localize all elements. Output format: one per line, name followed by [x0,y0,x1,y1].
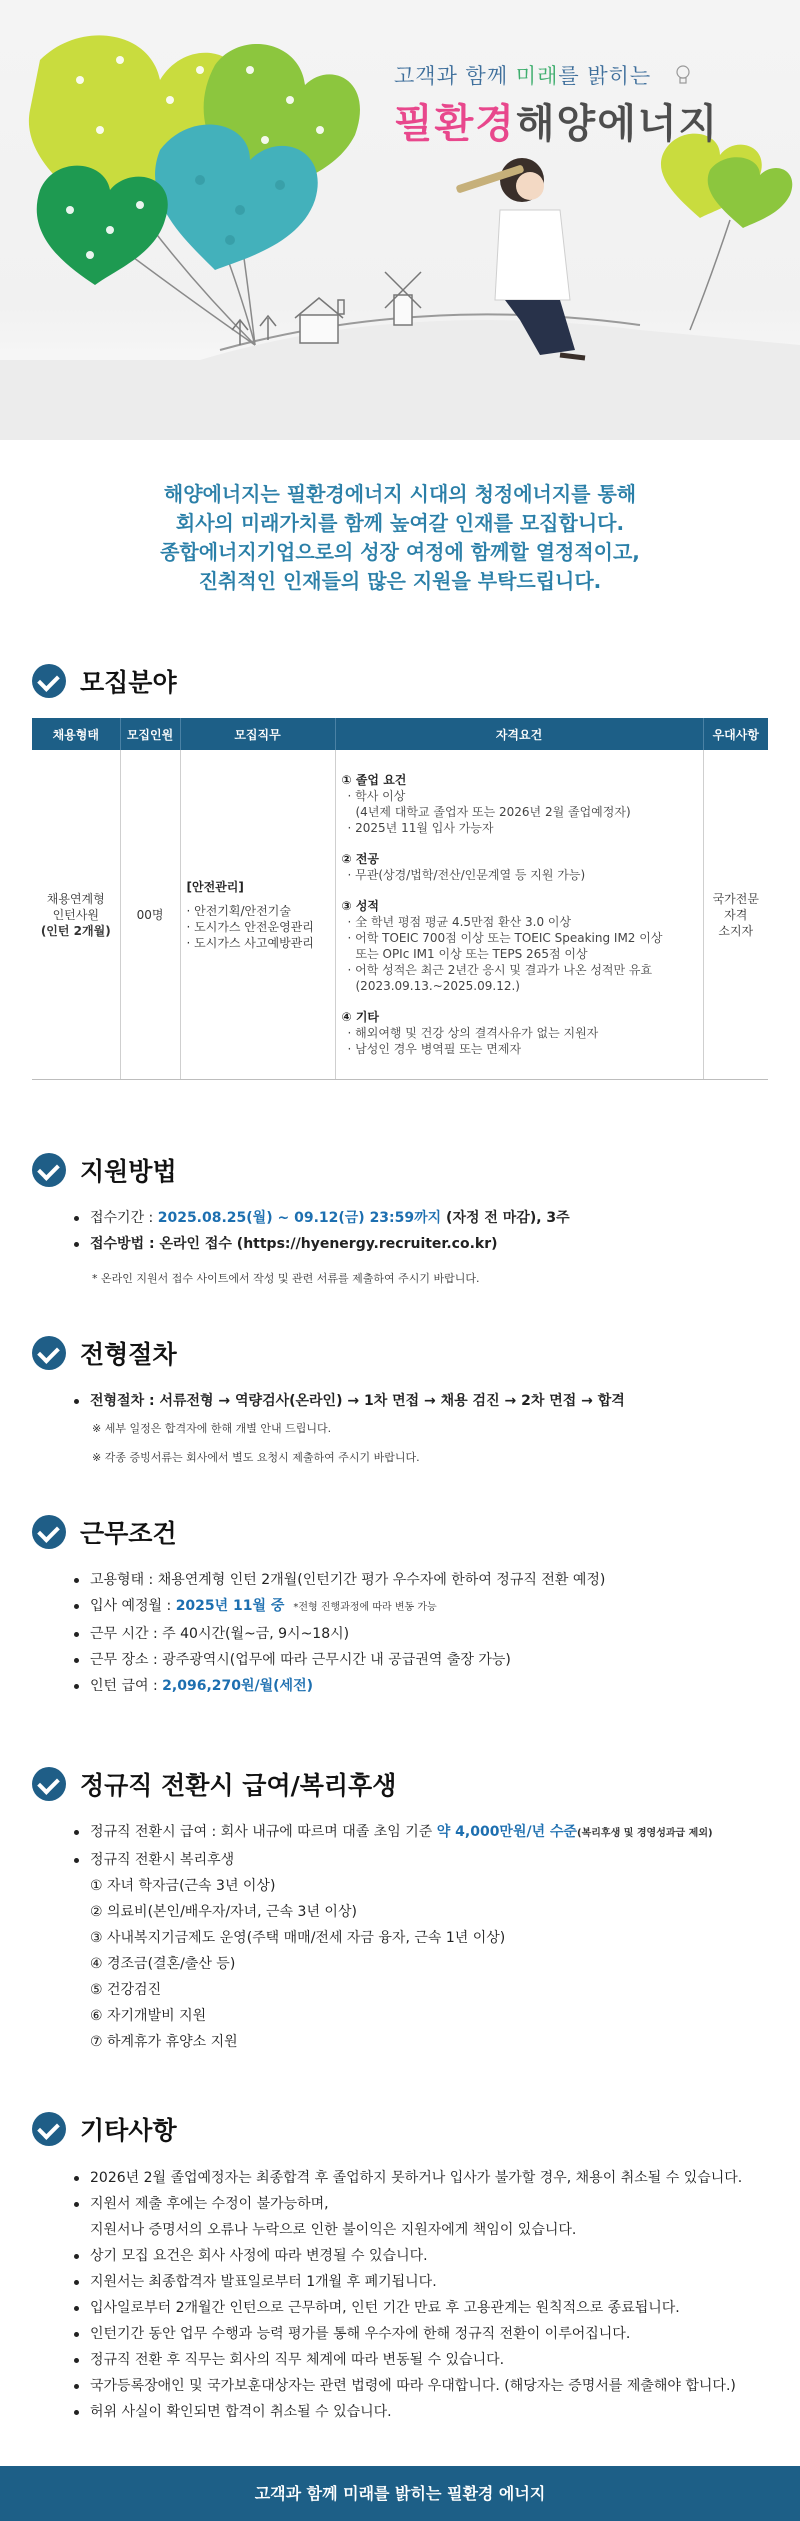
check-circle-icon [32,1515,66,1549]
intro-text [0,480,800,596]
welfare-item: ④ 경조금(결혼/출산 등) [90,1956,236,1972]
process-note: ※ 세부 일정은 합격자에 한해 개별 안내 드립니다. [92,1422,332,1435]
hero-banner [0,0,800,440]
section-field-heading [32,663,177,699]
lightbulb-icon [677,66,689,78]
welfare-item: ② 의료비(본인/배우자/자녀, 근속 3년 이상) [90,1904,357,1920]
list-item: 국가등록장애인 및 국가보훈대상자는 관련 법령에 따라 우대합니다. (해당자는 증명서를 제출해야 합니다.) [72,2373,792,2399]
qualification-cell [335,750,703,1080]
process-note: ※ 각종 증빙서류는 회사에서 별도 요청시 제출하여 주시기 바랍니다. [92,1451,420,1464]
qualification-item: · 남성인 경우 병역필 또는 면제자 [347,1042,522,1056]
section-title: 정규직 전환시 급여/복리후생 [80,1771,397,1800]
footer-banner: 고객과 함께 미래를 밝히는 필환경 에너지 [0,2466,800,2521]
qualification-item: · 해외여행 및 건강 상의 결격사유가 없는 지원자 [347,1026,599,1040]
list-item: 근무 장소 : 광주광역시(업무에 따라 근무시간 내 공급권역 출장 가능) [72,1647,792,1673]
table-header: 우대사항 [703,718,768,750]
section-apply-heading [32,1152,177,1188]
process-list [72,1388,792,1414]
list-item: 지원서나 증명서의 오류나 누락으로 인한 불이익은 지원자에게 책임이 있습니다. [90,2222,577,2238]
benefits-list [72,1819,792,2055]
qualification-item: (4년제 대학교 졸업자 또는 2026년 2월 졸업예정자) [355,805,631,819]
qualification-title: ④ 기타 [341,1010,380,1024]
conditions-list [72,1567,792,1699]
headcount-cell: 00명 [120,750,180,1080]
qualification-item: · 2025년 11월 입사 가능자 [347,821,494,835]
duty-item: · 안전기획/안전기술 [186,903,291,918]
table-header: 모집인원 [120,718,180,750]
table-header: 모집직무 [180,718,335,750]
heart-balloon-darkgreen [37,166,168,285]
apply-note: * 온라인 지원서 접수 사이트에서 작성 및 관련 서류를 제출하여 주시기 바랍니다. [92,1272,480,1285]
list-item: 입사 예정월 : 2025년 11월 중 *전형 진행과정에 따라 변동 가능 [72,1593,792,1621]
check-circle-icon [32,2112,66,2146]
welfare-item: ③ 사내복지기금제도 운영(주택 매매/전세 자금 융자, 근속 1년 이상) [90,1930,506,1946]
hero-subtitle: 고객과 함께 미래를 밝히는 [394,64,652,88]
list-item: 전형절차 : 서류전형 → 역량검사(온라인) → 1차 면접 → 채용 검진 → 2차 면접 → 합격 [72,1388,792,1414]
qualification-title: ③ 성적 [341,899,380,913]
preference-line: 자격 [724,907,748,922]
list-item: 접수방법 : 온라인 접수 (https://hyenergy.recruiter.co.kr) [72,1231,792,1257]
employment-type-line: 인턴사원 [52,907,99,922]
section-process-heading [32,1335,177,1371]
section-benefits-heading [32,1766,396,1802]
list-item: 정규직 전환시 복리후생 [72,1847,792,1873]
section-title: 모집분야 [80,668,177,697]
duty-title: [안전관리] [186,879,244,894]
check-circle-icon [32,1153,66,1187]
employment-type-cell [32,750,120,1080]
etc-list [72,2165,792,2425]
preference-line: 소지자 [718,923,754,938]
section-etc-heading [32,2111,177,2147]
qualification-item: · 학사 이상 [347,789,406,803]
table-header: 채용형태 [32,718,120,750]
list-item: 근무 시간 : 주 40시간(월~금, 9시~18시) [72,1621,792,1647]
section-title: 기타사항 [80,2116,177,2145]
check-circle-icon [32,1767,66,1801]
employment-type-period: (인턴 2개월) [40,923,111,938]
preference-line: 국가전문 [712,891,759,906]
list-item: 정규직 전환 후 직무는 회사의 직무 체계에 따라 변동될 수 있습니다. [72,2347,792,2373]
qualification-item: · 무관(상경/법학/전산/인문계열 등 지원 가능) [347,868,586,882]
qualification-title: ② 전공 [341,852,380,866]
welfare-item: ⑥ 자기개발비 지원 [90,2008,207,2024]
table-header: 자격요건 [335,718,703,750]
list-item: 고용형태 : 채용연계형 인턴 2개월(인턴기간 평가 우수자에 한하여 정규직 전환 예정) [72,1567,792,1593]
table-header-row [32,718,768,750]
qualification-item: (2023.09.13.~2025.09.12.) [355,979,520,993]
list-item: 상기 모집 요건은 회사 사정에 따라 변경될 수 있습니다. [72,2243,792,2269]
section-conditions-heading [32,1514,177,1550]
list-item: 입사일로부터 2개월간 인턴으로 근무하며, 인턴 기간 만료 후 고용관계는 원칙적으로 종료됩니다. [72,2295,792,2321]
qualification-title: ① 졸업 요건 [341,773,407,787]
table-row [32,750,768,1080]
list-item: 정규직 전환시 급여 : 회사 내규에 따르며 대졸 초임 기준 약 4,000만원/년 수준(복리후생 및 경영성과급 제외) [72,1819,792,1847]
welfare-item: ⑦ 하계휴가 휴양소 지원 [90,2034,238,2050]
intro-line: 진취적인 인재들의 많은 지원을 부탁드립니다. [198,569,602,593]
hero-title: 필환경해양에너지 [394,100,720,147]
employment-type-line: 채용연계형 [46,891,105,906]
list-item: 허위 사실이 확인되면 합격이 취소될 수 있습니다. [72,2399,792,2425]
welfare-item: ① 자녀 학자금(근속 3년 이상) [90,1878,276,1894]
list-item: 지원서는 최종합격자 발표일로부터 1개월 후 폐기됩니다. [72,2269,792,2295]
section-title: 지원방법 [80,1157,177,1186]
intro-line: 회사의 미래가치를 함께 높여갈 인재를 모집합니다. [175,511,625,535]
check-circle-icon [32,1336,66,1370]
section-title: 전형절차 [80,1340,177,1369]
qualification-item: · 어학 성적은 최근 2년간 응시 및 결과가 나온 성적만 유효 [347,963,653,977]
duty-cell [180,750,335,1080]
list-item: 2026년 2월 졸업예정자는 최종합격 후 졸업하지 못하거나 입사가 불가할 경우, 채용이 취소될 수 있습니다. [72,2165,792,2191]
qualification-item: 또는 OPIc IM1 이상 또는 TEPS 265점 이상 [355,947,588,961]
qualification-item: · 어학 TOEIC 700점 이상 또는 TOEIC Speaking IM2 이상 [347,931,663,945]
check-circle-icon [32,664,66,698]
duty-item: · 도시가스 사고예방관리 [186,935,314,950]
recruitment-table [32,718,768,1080]
list-item: 인턴 급여 : 2,096,270원/월(세전) [72,1673,792,1699]
apply-list [72,1205,792,1257]
section-title: 근무조건 [80,1519,177,1548]
welfare-item: ⑤ 건강검진 [90,1982,162,1998]
preference-cell [703,750,768,1080]
list-item: 지원서 제출 후에는 수정이 불가능하며, [72,2191,792,2217]
intro-line: 종합에너지기업으로의 성장 여정에 함께할 열정적이고, [160,540,640,564]
list-item: 인턴기간 동안 업무 수행과 능력 평가를 통해 우수자에 한해 정규직 전환이 이루어집니다. [72,2321,792,2347]
duty-item: · 도시가스 안전운영관리 [186,919,314,934]
list-item: 접수기간 : 2025.08.25(월) ~ 09.12(금) 23:59까지 (자정 전 마감), 3주 [72,1205,792,1231]
qualification-item: · 全 학년 평점 평균 4.5만점 환산 3.0 이상 [347,915,572,929]
intro-line: 해양에너지는 필환경에너지 시대의 청정에너지를 통해 [163,482,637,506]
